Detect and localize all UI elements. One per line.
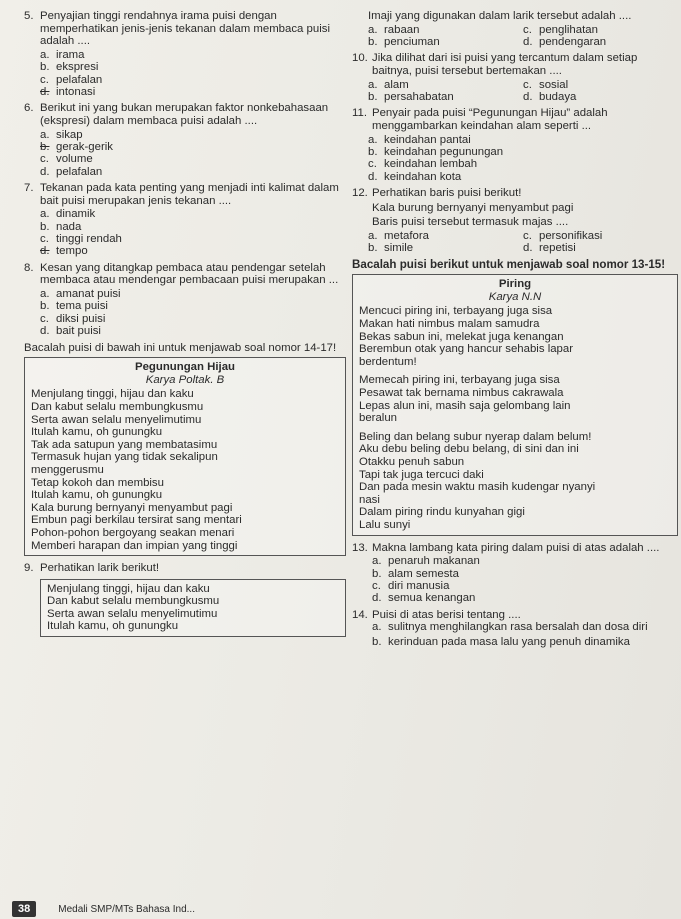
excerpt-box	[40, 579, 346, 637]
page-footer	[12, 901, 195, 917]
poem-line: Lalu sunyi	[359, 518, 411, 531]
poem-author: Karya N.N	[488, 290, 542, 303]
left-column	[24, 10, 346, 643]
option-d: d. pelafalan	[40, 165, 103, 178]
option-a: a. penaruh makanan	[372, 555, 480, 568]
option-d: d. budaya	[523, 90, 577, 103]
poem-line: Embun pagi berkilau tersirat sang mentari	[31, 514, 242, 527]
question-6	[24, 102, 346, 178]
poem-line: Tapi tak juga tercuci daki	[359, 468, 484, 481]
option-c: c. keindahan lembah	[368, 158, 478, 171]
option-a: a. sikap	[40, 128, 83, 141]
poem-line: Dan pada mesin waktu masih kudengar nyanyi	[359, 481, 596, 494]
question-text: Kesan yang ditangkap pembaca atau pendengar setelah membaca atau mendengar pembacaan puisi merupakan ...	[40, 261, 339, 287]
option-a: a. sulitnya menghilangkan rasa bersalah dan dosa diri	[372, 621, 648, 634]
quoted-line: Kala burung bernyanyi menyambut pagi	[372, 201, 574, 214]
question-number: 9.	[24, 562, 34, 575]
question-10	[352, 52, 678, 103]
option-a: a. rabaan	[368, 23, 420, 36]
excerpt-line: Itulah kamu, oh gunungku	[47, 620, 179, 633]
option-a: a. dinamik	[40, 208, 96, 221]
poem-title: Pegunungan Hijau	[135, 361, 235, 374]
excerpt-line: Serta awan selalu menyelimutimu	[47, 607, 218, 620]
question-number: 12.	[352, 187, 368, 200]
option-b: b. persahabatan	[368, 90, 454, 103]
poem-line: Dan kabut selalu membungkusmu	[31, 400, 204, 413]
option-d: d. intonasi	[40, 85, 96, 98]
option-b: b. gerak-gerik	[40, 140, 113, 153]
question-number: 11.	[352, 107, 367, 120]
poem-line: Memecah piring ini, terbayang juga sisa	[359, 374, 560, 387]
option-c: c. pelafalan	[40, 73, 103, 86]
option-c: c. personifikasi	[523, 229, 603, 242]
question-text: Perhatikan baris puisi berikut!	[372, 187, 522, 200]
poem-line: menggerusmu	[31, 463, 104, 476]
question-text: Makna lambang kata piring dalam puisi di atas adalah ....	[372, 541, 660, 554]
question-number: 14.	[352, 608, 368, 621]
option-b: b. simile	[368, 242, 414, 255]
question-followup: Baris puisi tersebut termasuk majas ....	[372, 216, 569, 229]
poem-line: Otakku penuh sabun	[359, 455, 465, 468]
question-number: 5.	[24, 10, 34, 22]
option-c: c. diksi puisi	[40, 312, 106, 325]
question-text: Perhatikan larik berikut!	[40, 562, 160, 575]
option-a: a. irama	[40, 48, 85, 61]
option-a: a. metafora	[368, 229, 429, 242]
option-d: d. tempo	[40, 245, 88, 258]
option-b: b. tema puisi	[40, 300, 108, 313]
instruction-heading: Bacalah puisi berikut untuk menjawab soal nomor 13-15!	[352, 257, 666, 271]
poem-line: Tetap kokoh dan membisu	[31, 476, 164, 489]
poem-line: berdentum!	[359, 355, 417, 368]
poem-line: Termasuk hujan yang tidak sekalipun	[31, 451, 218, 464]
option-d: d. semua kenangan	[372, 592, 476, 605]
option-b: b. keindahan pegunungan	[368, 145, 504, 158]
option-b: b. alam semesta	[372, 567, 459, 580]
option-a: a. keindahan pantai	[368, 133, 471, 146]
poem-line: Makan hati nimbus malam samudra	[359, 318, 540, 331]
question-number: 10.	[352, 52, 368, 65]
question-11	[352, 107, 678, 183]
poem-line: Pohon-pohon bergoyang seakan menari	[31, 526, 235, 539]
question-text: Jika dilihat dari isi puisi yang tercantum dalam setiap baitnya, puisi tersebut bertemakan ....	[372, 52, 638, 77]
poem-author: Karya Poltak. B	[145, 373, 225, 386]
poem-line: nasi	[359, 493, 380, 506]
option-a: a. alam	[368, 78, 409, 91]
question-5	[24, 10, 346, 98]
question-number: 7.	[24, 182, 34, 195]
poem-line: Menjulang tinggi, hijau dan kaku	[31, 388, 194, 401]
excerpt-line: Menjulang tinggi, hijau dan kaku	[47, 582, 210, 595]
poem-line: Bekas sabun ini, melekat juga kenangan	[359, 330, 564, 343]
option-a: a. amanat puisi	[40, 288, 121, 301]
question-text: Puisi di atas berisi tentang ....	[372, 608, 521, 621]
poem-line: Lepas alun ini, masih saja gelombang lain	[359, 399, 571, 412]
book-title: Medali SMP/MTs Bahasa Ind...	[58, 903, 195, 915]
question-number: 13.	[352, 541, 368, 554]
option-d: d. repetisi	[523, 242, 576, 255]
question-12	[352, 187, 678, 255]
option-d: d. bait puisi	[40, 325, 101, 338]
option-b: b. kerinduan pada masa lalu yang penuh dinamika	[372, 635, 630, 648]
option-c: c. sosial	[523, 78, 569, 91]
poem-line: beralun	[359, 412, 397, 425]
poem-line: Pesawat tak bernama nimbus cakrawala	[359, 387, 564, 399]
option-d: d. pendengaran	[523, 35, 607, 48]
question-number: 6.	[24, 102, 34, 115]
question-number: 8.	[24, 261, 34, 274]
option-c: c. tinggi rendah	[40, 233, 122, 246]
option-b: b. nada	[40, 220, 82, 233]
option-b: b. ekspresi	[40, 61, 99, 74]
excerpt-line: Dan kabut selalu membungkusmu	[47, 595, 220, 608]
option-c: c. diri manusia	[372, 579, 450, 592]
poem-box-piring	[352, 274, 678, 535]
question-13	[352, 542, 678, 605]
page-number: 38	[12, 901, 36, 917]
poem-line: Kala burung bernyanyi menyambut pagi	[31, 501, 233, 514]
poem-line: Serta awan selalu menyelimutimu	[31, 413, 202, 426]
question-8	[24, 262, 346, 338]
question-text: Tekanan pada kata penting yang menjadi inti kalimat dalam bait puisi merupakan jenis tekanan ....	[40, 182, 339, 207]
option-c: c. penglihatan	[523, 23, 598, 36]
option-c: c. volume	[40, 153, 93, 166]
poem-line: Aku debu beling debu belang, di sini dan ini	[359, 443, 579, 456]
option-d: d. keindahan kota	[368, 170, 462, 183]
question-text: Imaji yang digunakan dalam larik tersebut adalah ....	[368, 10, 632, 22]
right-column	[352, 10, 678, 650]
poem-line: Dalam piring rindu kunyahan gigi	[359, 506, 525, 519]
question-text: Penyair pada puisi “Pegunungan Hijau” adalah menggambarkan keindahan alam seperti ...	[372, 107, 608, 132]
question-7	[24, 182, 346, 258]
question-14	[352, 609, 678, 649]
question-text: Berikut ini yang bukan merupakan faktor nonkebahasaan (ekspresi) dalam membaca puisi adalah ....	[40, 102, 329, 127]
poem-line: Memberi harapan dan impian yang tinggi	[31, 539, 238, 552]
poem-line: Itulah kamu, oh gunungku	[31, 426, 163, 439]
poem-line: Berembun otak yang hancur sehabis lapar	[359, 343, 574, 356]
question-9-continued	[352, 10, 678, 48]
question-9	[24, 562, 346, 575]
poem-box-pegunungan-hijau	[24, 357, 346, 556]
poem-line: Mencuci piring ini, terbayang juga sisa	[359, 305, 553, 318]
question-text: Penyajian tinggi rendahnya irama puisi dengan memperhatikan jenis-jenis tekanan dalam membaca puisi adalah ....	[40, 10, 330, 48]
instruction-text: Bacalah puisi di bawah ini untuk menjawab soal nomor 14-17!	[24, 341, 337, 354]
poem-title: Piring	[498, 278, 532, 291]
poem-line: Tak ada satupun yang membatasimu	[31, 438, 218, 451]
poem-line: Itulah kamu, oh gunungku	[31, 489, 163, 502]
poem-line: Beling dan belang subur nyerap dalam belum!	[359, 430, 592, 443]
option-b: b. penciuman	[368, 35, 440, 48]
